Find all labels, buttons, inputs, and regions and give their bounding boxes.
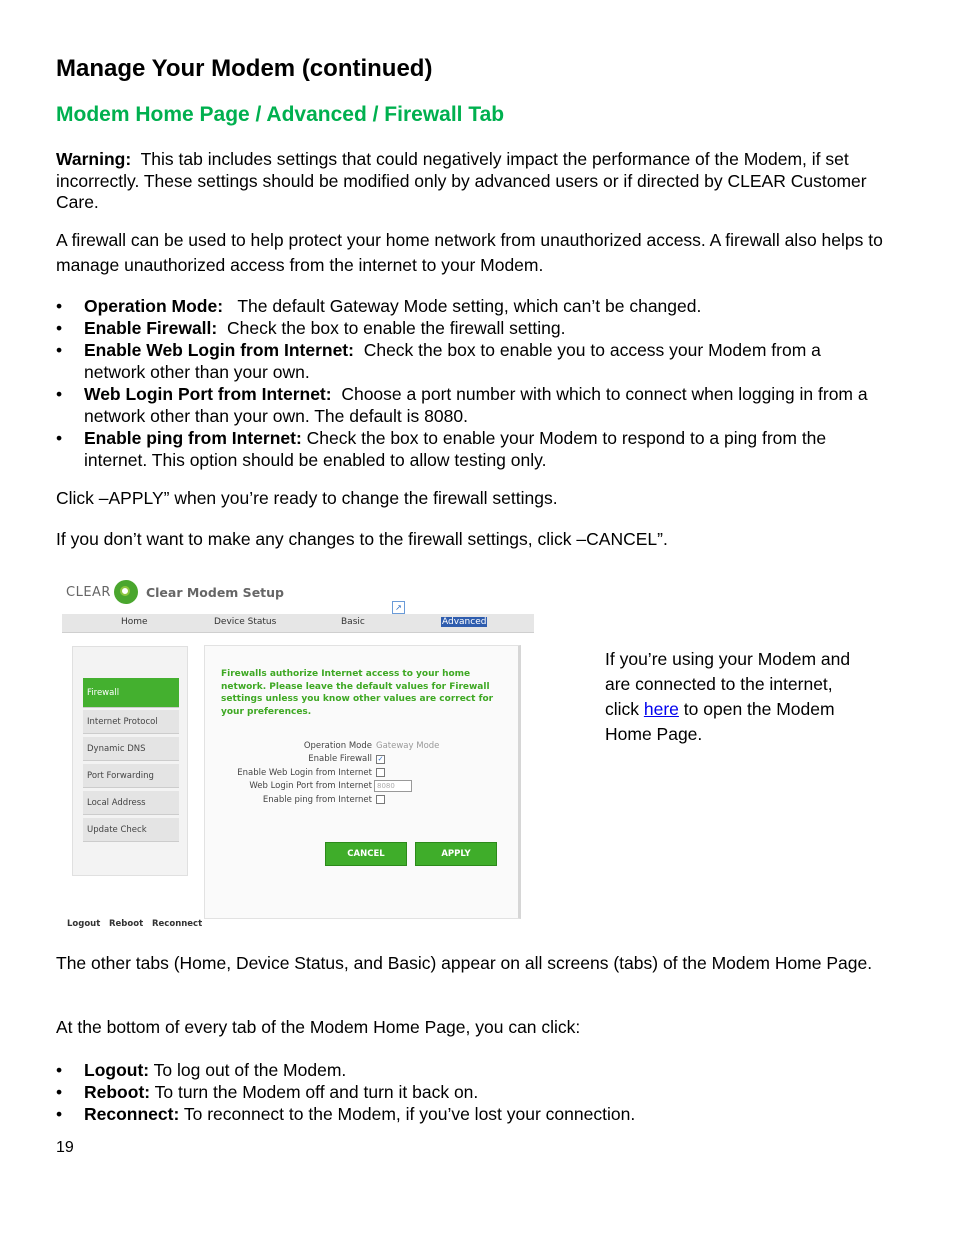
list-item <box>56 1059 886 1081</box>
enable-firewall-checkbox[interactable]: ✓ <box>377 755 384 763</box>
nav-item-local-address[interactable]: Local Address <box>83 791 179 815</box>
web-login-port-label: Web Login Port from Internet <box>249 781 372 791</box>
list-item <box>56 295 886 317</box>
tab-advanced[interactable]: Advanced <box>442 617 487 627</box>
modem-screenshot <box>62 570 534 932</box>
reconnect-link[interactable]: Reconnect <box>152 919 203 929</box>
tab-home[interactable]: Home <box>121 617 148 627</box>
list-item-desc: The default Gateway Mode setting, which can’t be changed. <box>237 296 702 316</box>
list-item <box>56 339 886 383</box>
list-item <box>56 1103 886 1125</box>
form-labels <box>205 741 372 811</box>
nav-item-port-forwarding[interactable]: Port Forwarding <box>83 764 179 788</box>
list-item-desc: Check the box to enable the firewall setting. <box>226 318 566 338</box>
bottom-list <box>56 1059 886 1125</box>
list-item-desc: To log out of the Modem. <box>153 1060 347 1080</box>
web-login-port-input[interactable]: 8080 <box>374 780 412 792</box>
list-item-desc: Check the box to enable you to access your Modem from a network other than your own. <box>84 340 821 382</box>
page-title: Manage Your Modem (continued) <box>56 55 433 82</box>
tab-device-status[interactable]: Device Status <box>214 617 277 627</box>
apply-button[interactable]: APPLY <box>415 842 497 866</box>
warning-paragraph <box>56 149 886 214</box>
cancel-button[interactable]: CANCEL <box>325 842 407 866</box>
reboot-link[interactable]: Reboot <box>109 919 144 929</box>
other-tabs-note: The other tabs (Home, Device Status, and Basic) appear on all screens (tabs) of the Modem Home Page. <box>56 953 873 973</box>
operation-mode-value: Gateway Mode <box>376 741 440 751</box>
intro-paragraph: A firewall can be used to help protect your home network from unauthorized access. A firewall also helps to manage unauthorized access from the internet to your Modem. <box>56 230 883 275</box>
section-subtitle: Modem Home Page / Advanced / Firewall Tab <box>56 103 505 126</box>
list-item-desc: To turn the Modem off and turn it back on. <box>154 1082 479 1102</box>
enable-ping-label: Enable ping from Internet <box>262 795 372 805</box>
logo-word: CLEAR <box>66 584 111 600</box>
side-note-after: to open the Modem Home Page. <box>605 699 835 744</box>
bottom-intro: At the bottom of every tab of the Modem Home Page, you can click: <box>56 1017 581 1037</box>
list-item <box>56 1081 886 1103</box>
list-item-term: Web Login Port from Internet: <box>84 384 332 404</box>
list-item-term: Enable Web Login from Internet: <box>84 340 354 360</box>
nav-item-dynamic-dns[interactable]: Dynamic DNS <box>83 737 179 761</box>
warning-label: Warning: <box>56 149 132 169</box>
settings-list <box>56 295 886 471</box>
nav-item-firewall[interactable]: Firewall <box>83 678 179 708</box>
apply-note: Click –APPLY” when you’re ready to change the firewall settings. <box>56 488 558 508</box>
cancel-note: If you don’t want to make any changes to the firewall settings, click –CANCEL”. <box>56 529 668 549</box>
page-number: 19 <box>56 1139 74 1156</box>
list-item-desc: Check the box to enable your Modem to respond to a ping from the internet. This option should be enabled to allow testing only. <box>84 428 827 470</box>
side-note-before: If you’re using your Modem and are connected to the internet, click <box>605 649 851 719</box>
list-item-term: Operation Mode: <box>84 296 224 316</box>
enable-ping-checkbox[interactable] <box>376 795 385 804</box>
nav-item-internet-protocol[interactable]: Internet Protocol <box>83 710 179 734</box>
operation-mode-label: Operation Mode <box>303 741 372 751</box>
firewall-panel <box>204 645 521 919</box>
logout-link[interactable]: Logout <box>67 919 101 929</box>
warning-text: This tab includes settings that could negatively impact the performance of the Modem, if set incorrectly. These settings should be modified only by advanced users or if directed by CLEAR Customer Care. <box>56 149 867 212</box>
enable-firewall-label: Enable Firewall <box>308 754 372 764</box>
tab-basic[interactable]: Basic <box>341 617 365 627</box>
list-item-term: Enable ping from Internet: <box>84 428 302 448</box>
help-icon[interactable]: ↗ <box>392 601 405 614</box>
list-item <box>56 383 886 427</box>
enable-web-login-label: Enable Web Login from Internet <box>237 768 372 778</box>
enable-web-login-checkbox[interactable] <box>376 768 385 777</box>
nav-item-update-check[interactable]: Update Check <box>83 818 179 842</box>
list-item-desc: To reconnect to the Modem, if you’ve lost your connection. <box>183 1104 636 1124</box>
app-name: Clear Modem Setup <box>145 584 284 600</box>
advanced-nav <box>72 646 188 876</box>
list-item-desc: Choose a port number with which to connect when logging in from a network other than your own. The default is 8080. <box>84 384 868 426</box>
modem-home-link[interactable]: here <box>643 699 679 719</box>
list-item-term: Logout: <box>84 1060 150 1080</box>
firewall-warning: Firewalls authorize Internet access to your home network. Please leave the default values for Firewall settings unless you know other values are correct for your preferences. <box>221 669 494 717</box>
clear-logo <box>66 580 284 604</box>
list-item <box>56 317 886 339</box>
side-note <box>605 647 865 747</box>
list-item-term: Reconnect: <box>84 1104 180 1124</box>
list-item <box>56 427 886 471</box>
clear-logo-icon <box>114 580 138 604</box>
list-item-term: Reboot: <box>84 1082 151 1102</box>
list-item-term: Enable Firewall: <box>84 318 218 338</box>
tab-bar <box>62 614 534 633</box>
